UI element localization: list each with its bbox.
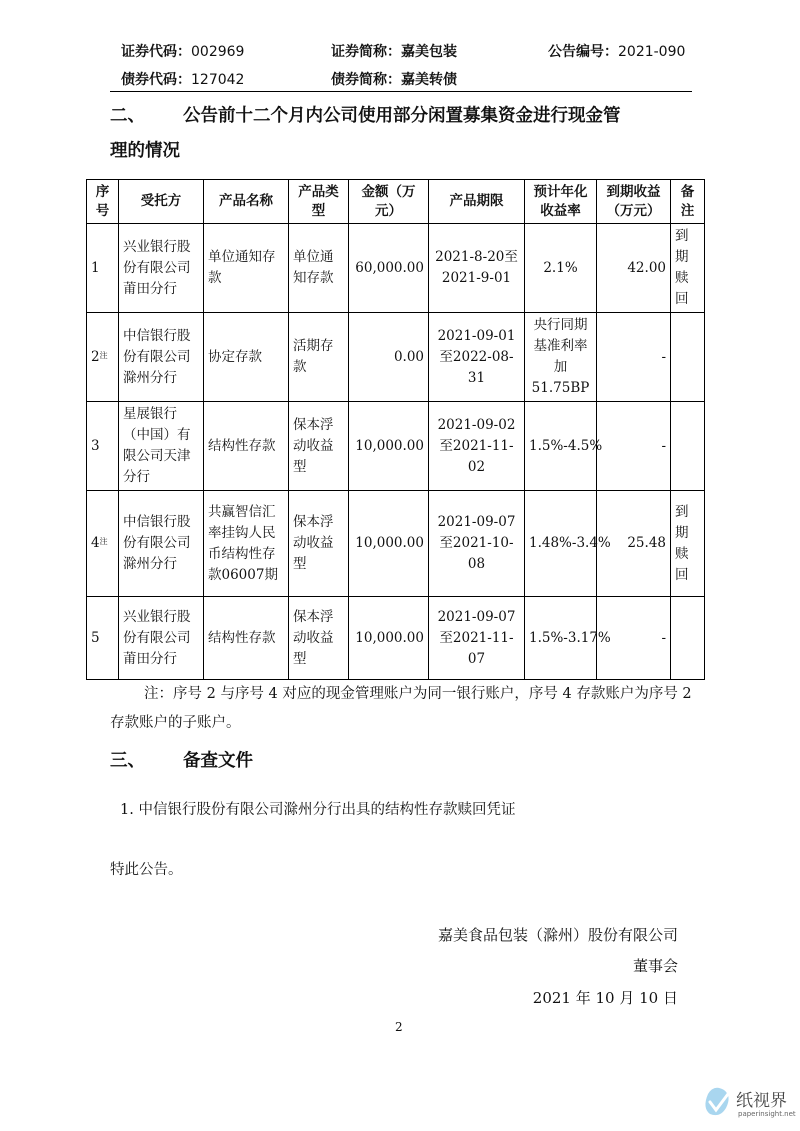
notice-number-value: 2021-090 — [618, 44, 686, 60]
cash-management-table — [86, 179, 705, 680]
page-number: 2 — [395, 1020, 403, 1034]
row-amount: 60,000.00 — [349, 224, 429, 313]
signature-board: 董事会 — [632, 957, 678, 975]
table-row — [87, 597, 705, 680]
reference-doc-item: 1. 中信银行股份有限公司滁州分行出具的结构性存款赎回凭证 — [120, 802, 516, 818]
row-type: 保本浮动收益型 — [289, 597, 349, 680]
table-note-line2: 存款账户的子账户。 — [110, 715, 241, 731]
table-note-line1: 注：序号 2 与序号 4 对应的现金管理账户为同一银行账户，序号 4 存款账户为序号 2 — [144, 686, 692, 702]
row-remark — [671, 597, 705, 680]
bond-abbr-value: 嘉美转债 — [401, 72, 457, 88]
bond-abbr — [331, 69, 457, 89]
bond-code — [121, 69, 244, 89]
header-remark: 备注 — [671, 180, 705, 224]
stock-code-value: 002969 — [191, 44, 245, 60]
bond-code-value: 127042 — [191, 72, 245, 88]
bond-code-label: 债券代码： — [121, 72, 191, 88]
row-term: 2021-09-07至2021-11-07 — [429, 597, 525, 680]
row-income: - — [597, 402, 671, 491]
row-rate: 1.5%-3.17% — [525, 597, 597, 680]
row-no: $2^注$ — [87, 313, 119, 402]
row-trustee: 兴业银行股份有限公司莆田分行 — [119, 224, 204, 313]
row-rate: 2.1% — [525, 224, 597, 313]
stock-abbr-label: 证券简称： — [331, 44, 401, 60]
header-term: 产品期限 — [429, 180, 525, 224]
stock-abbr — [331, 41, 457, 61]
header-no: 序号 — [87, 180, 119, 224]
table-row — [87, 224, 705, 313]
section2-heading — [110, 102, 621, 127]
row-product: 单位通知存款 — [204, 224, 289, 313]
stock-code-label: 证券代码： — [121, 44, 191, 60]
row-no: 5 — [87, 597, 119, 680]
header-trustee: 受托方 — [119, 180, 204, 224]
row-product: 结构性存款 — [204, 402, 289, 491]
header-amount: 金额（万元） — [349, 180, 429, 224]
closing-statement: 特此公告。 — [110, 862, 183, 878]
section2-title-line1: 公告前十二个月内公司使用部分闲置募集资金进行现金管 — [183, 106, 621, 126]
row-trustee: 中信银行股份有限公司滁州分行 — [119, 491, 204, 597]
watermark-logo — [700, 1082, 796, 1126]
section3-heading — [110, 747, 253, 772]
section2-number: 二、 — [110, 106, 145, 126]
row-rate: 1.48%-3.4% — [525, 491, 597, 597]
row-product: 共赢智信汇率挂钩人民币结构性存款06007期 — [204, 491, 289, 597]
header-type: 产品类型 — [289, 180, 349, 224]
bond-abbr-label: 债券简称： — [331, 72, 401, 88]
row-amount: 0.00 — [349, 313, 429, 402]
row-no: 1 — [87, 224, 119, 313]
table-row — [87, 313, 705, 402]
row-term: 2021-8-20至2021-9-01 — [429, 224, 525, 313]
row-amount: 10,000.00 — [349, 402, 429, 491]
stock-abbr-value: 嘉美包装 — [401, 44, 457, 60]
signature-company: 嘉美食品包装（滁州）股份有限公司 — [437, 926, 678, 944]
row-type: 活期存款 — [289, 313, 349, 402]
row-remark: 到期赎回 — [671, 491, 705, 597]
table-row — [87, 491, 705, 597]
row-product: 结构性存款 — [204, 597, 289, 680]
header-rate: 预计年化收益率 — [525, 180, 597, 224]
table-header-row — [87, 180, 705, 224]
row-amount: 10,000.00 — [349, 491, 429, 597]
row-remark — [671, 402, 705, 491]
row-income: 25.48 — [597, 491, 671, 597]
notice-number — [548, 41, 685, 61]
header-product: 产品名称 — [204, 180, 289, 224]
watermark-url: paperinsight.net — [738, 1110, 796, 1118]
section3-number: 三、 — [110, 751, 145, 771]
row-no: $4^注$ — [87, 491, 119, 597]
row-amount: 10,000.00 — [349, 597, 429, 680]
row-term: 2021-09-07至2021-10-08 — [429, 491, 525, 597]
watermark-brand: 纸视界 — [736, 1091, 787, 1111]
row-income: - — [597, 313, 671, 402]
notice-number-label: 公告编号： — [548, 44, 618, 60]
table-row — [87, 402, 705, 491]
row-remark — [671, 313, 705, 402]
row-income: - — [597, 597, 671, 680]
row-trustee: 星展银行（中国）有限公司天津分行 — [119, 402, 204, 491]
row-rate: 央行同期基准利率加51.75BP — [525, 313, 597, 402]
row-rate: 1.5%-4.5% — [525, 402, 597, 491]
row-product: 协定存款 — [204, 313, 289, 402]
stock-code — [121, 41, 244, 61]
header-rule — [110, 91, 692, 92]
header-income: 到期收益（万元） — [597, 180, 671, 224]
row-type: 单位通知存款 — [289, 224, 349, 313]
row-term: 2021-09-02至2021-11-02 — [429, 402, 525, 491]
section2-title-line2: 理的情况 — [110, 141, 180, 161]
signature-date: 2021 年 10 月 10 日 — [532, 989, 678, 1007]
row-remark: 到期赎回 — [671, 224, 705, 313]
row-no: 3 — [87, 402, 119, 491]
row-type: 保本浮动收益型 — [289, 491, 349, 597]
row-income: 42.00 — [597, 224, 671, 313]
row-trustee: 中信银行股份有限公司滁州分行 — [119, 313, 204, 402]
row-type: 保本浮动收益型 — [289, 402, 349, 491]
row-trustee: 兴业银行股份有限公司莆田分行 — [119, 597, 204, 680]
section3-title: 备查文件 — [183, 751, 253, 771]
row-term: 2021-09-01至2022-08-31 — [429, 313, 525, 402]
